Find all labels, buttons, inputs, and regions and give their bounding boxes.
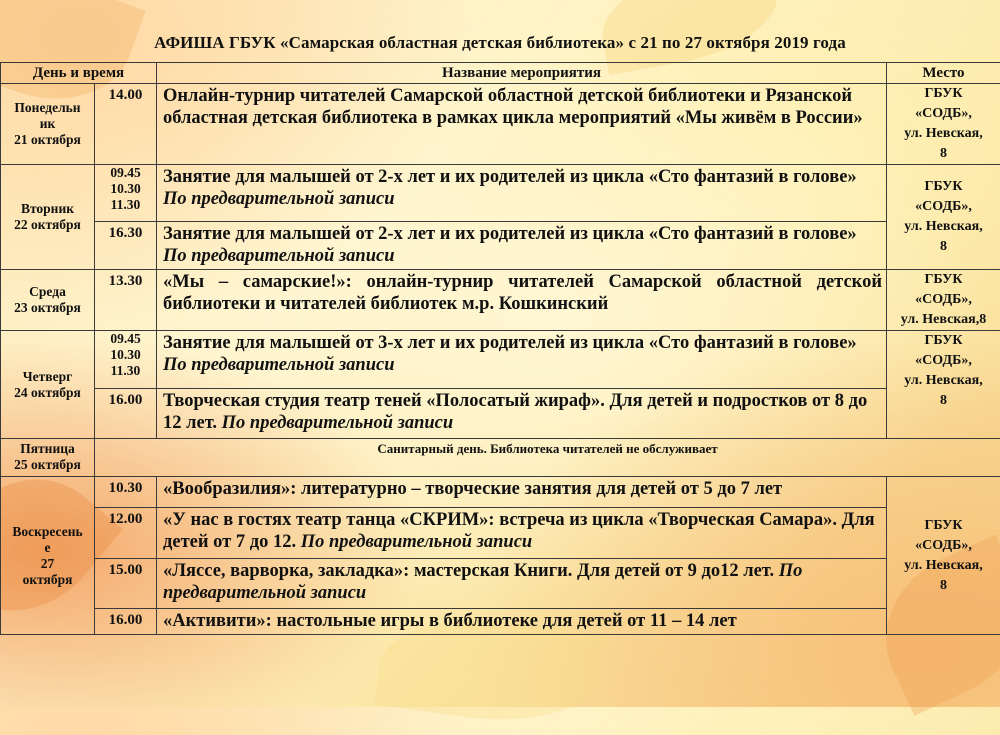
registration-note: По предварительной записи (163, 561, 802, 603)
time-cell: 10.30 (95, 477, 157, 508)
day-cell-friday: Пятница 25 октября (1, 439, 95, 477)
day-cell-wednesday: Среда 23 октября (1, 270, 95, 331)
page-title: АФИША ГБУК «Самарская областная детская библиотека» с 21 по 27 октября 2019 года (0, 33, 1000, 53)
time-cell: 09.45 10.30 11.30 (95, 165, 157, 222)
event-cell: Занятие для малышей от 2-х лет и их родителей из цикла «Сто фантазий в голове» По предварительной записи (157, 222, 887, 270)
table-row (1, 84, 1000, 165)
registration-note: По предварительной записи (301, 532, 533, 552)
table-row (1, 508, 1000, 559)
table-row (1, 331, 1000, 389)
place-cell: ГБУК «СОДБ», ул. Невская,8 (887, 270, 1000, 331)
registration-note: По предварительной записи (222, 413, 454, 433)
registration-note: По предварительной записи (163, 355, 395, 375)
registration-note: По предварительной записи (163, 189, 395, 209)
day-cell-monday: Понедельн ик 21 октября (1, 84, 95, 165)
time-cell: 13.30 (95, 270, 157, 331)
table-row (1, 222, 1000, 270)
place-cell: ГБУК «СОДБ», ул. Невская, 8 (887, 84, 1000, 165)
event-cell: «Мы – самарские!»: онлайн-турнир читателей Самарской областной детской библиотеки и читателей библиотек м.р. Кошкинский (157, 270, 887, 331)
time-cell: 16.00 (95, 389, 157, 439)
event-cell: Занятие для малышей от 3-х лет и их родителей из цикла «Сто фантазий в голове» По предварительной записи (157, 331, 887, 389)
day-cell-tuesday: Вторник 22 октября (1, 165, 95, 270)
time-cell: 16.30 (95, 222, 157, 270)
header-place: Место (887, 63, 1000, 84)
day-cell-thursday: Четверг 24 октября (1, 331, 95, 439)
place-cell: ГБУК «СОДБ», ул. Невская, 8 (887, 477, 1000, 635)
time-cell: 15.00 (95, 559, 157, 609)
time-cell: 09.45 10.30 11.30 (95, 331, 157, 389)
place-cell: ГБУК «СОДБ», ул. Невская, 8 (887, 165, 1000, 270)
sanitary-day-notice: Санитарный день. Библиотека читателей не обслуживает (95, 439, 1000, 477)
day-cell-sunday: Воскресень е 27 октября (1, 477, 95, 635)
event-cell: Занятие для малышей от 2-х лет и их родителей из цикла «Сто фантазий в голове» По предварительной записи (157, 165, 887, 222)
table-row (1, 439, 1000, 477)
time-cell: 16.00 (95, 609, 157, 635)
table-row (1, 609, 1000, 635)
event-cell: «У нас в гостях театр танца «СКРИМ»: встреча из цикла «Творческая Самара». Для детей от 7 до 12. По предварительной записи (157, 508, 887, 559)
event-cell: Онлайн-турнир читателей Самарской областной детской библиотеки и Рязанской областная детская библиотека в рамках цикла мероприятий «Мы живём в России» (157, 84, 887, 165)
table-row (1, 559, 1000, 609)
header-event: Название мероприятия (157, 63, 887, 84)
event-cell: «Вообразилия»: литературно – творческие занятия для детей от 5 до 7 лет (157, 477, 887, 508)
place-cell: ГБУК «СОДБ», ул. Невская, 8 (887, 331, 1000, 439)
time-cell: 12.00 (95, 508, 157, 559)
table-row (1, 165, 1000, 222)
registration-note: По предварительной записи (163, 246, 395, 266)
time-cell: 14.00 (95, 84, 157, 165)
event-cell: «Ляссе, варворка, закладка»: мастерская Книги. Для детей от 9 до12 лет. По предварительной записи (157, 559, 887, 609)
table-header-row (1, 63, 1000, 84)
table-row (1, 477, 1000, 508)
event-cell: «Активити»: настольные игры в библиотеке для детей от 11 – 14 лет (157, 609, 887, 635)
table-row (1, 389, 1000, 439)
event-cell: Творческая студия театр теней «Полосатый жираф». Для детей и подростков от 8 до 12 лет. По предварительной записи (157, 389, 887, 439)
header-day-time: День и время (1, 63, 157, 84)
schedule-table (0, 62, 1000, 635)
table-row (1, 270, 1000, 331)
